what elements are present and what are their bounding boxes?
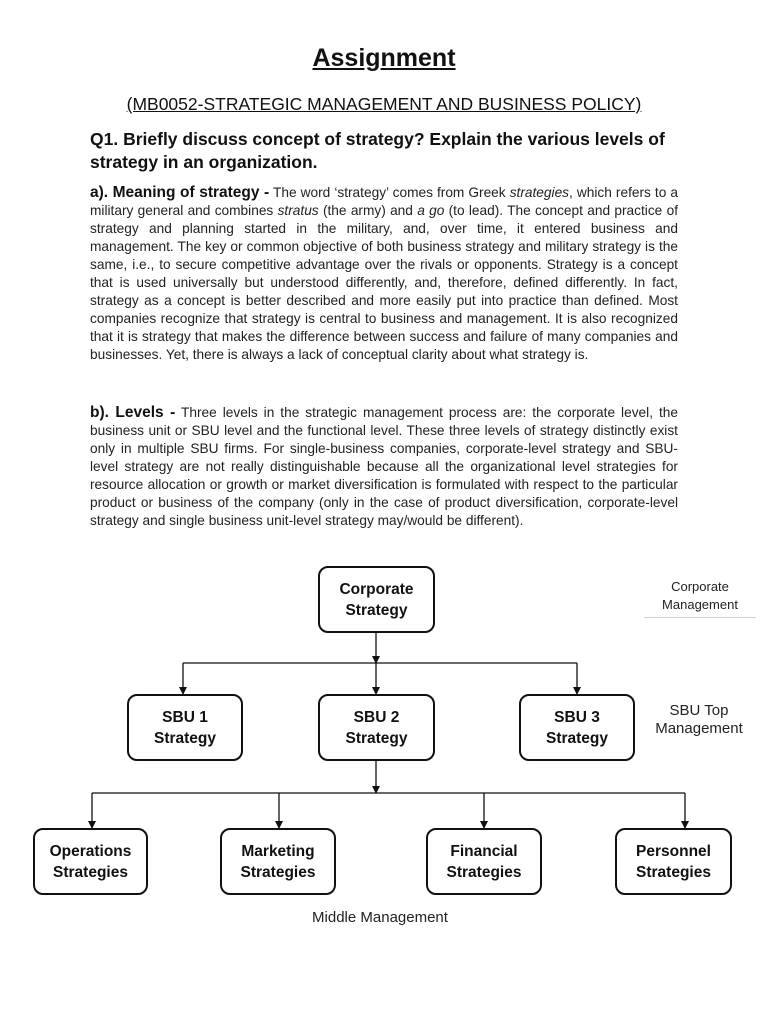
sbu-top-management-line-1: SBU Top <box>669 702 729 719</box>
paragraph-a-emphasis-2: stratus <box>277 203 319 218</box>
paragraph-a-text-2: , which refers to a military general and combines <box>90 185 678 218</box>
sbu-3-line-1: SBU 3 <box>554 708 600 726</box>
financial-line-2: Strategies <box>446 863 522 881</box>
corporate-box-line-1: Corporate <box>339 580 414 598</box>
sbu-3-line-2: Strategy <box>545 729 609 747</box>
corporate-management-label <box>644 578 756 618</box>
sbu-top-management-line-2: Management <box>655 720 743 737</box>
box-sbu-2-strategy <box>318 694 435 761</box>
box-sbu-3-strategy <box>519 694 635 761</box>
paragraph-b-text: Three levels in the strategic management process are: the corporate level, the business unit or SBU level and the functional level. These three levels of strategy distinctly exist only in multiple SBU firms. For single-business companies, corporate-level strategy and SBU-level strategy are not really distinguishable because all the organizational level strategies for resource allocation or growth or market diversification is formulated with respect to the particular product or business of the company (only in the case of product diversification, corporate-level strategy and single business unit-level strategy may/would be different). <box>90 405 678 528</box>
sbu-top-management-label <box>646 702 752 738</box>
question-heading: Q1. Briefly discuss concept of strategy? Explain the various levels of strategy in an organization. <box>90 129 665 172</box>
sbu-1-line-1: SBU 1 <box>162 708 208 726</box>
paragraph-a-lead: a). Meaning of strategy - <box>90 184 270 201</box>
paragraph-a-emphasis-3: a go <box>417 203 445 218</box>
box-corporate-strategy <box>318 566 435 633</box>
document-subtitle: (MB0052-STRATEGIC MANAGEMENT AND BUSINESS POLICY) <box>126 94 642 114</box>
paragraph-b-lead: b). Levels - <box>90 404 176 421</box>
financial-line-1: Financial <box>450 842 518 860</box>
personnel-line-1: Personnel <box>636 842 711 860</box>
middle-management-label: Middle Management <box>312 909 448 926</box>
sbu-1-line-2: Strategy <box>153 729 217 747</box>
corporate-management-line-2: Management <box>662 597 738 612</box>
paragraph-a-text-3: (the army) and <box>318 203 418 218</box>
personnel-line-2: Strategies <box>636 863 711 881</box>
box-sbu-1-strategy <box>127 694 243 761</box>
operations-line-1: Operations <box>49 842 132 860</box>
box-financial-strategies <box>426 828 542 895</box>
paragraph-a-text-1: The word ‘strategy’ comes from Greek <box>269 185 510 200</box>
marketing-line-2: Strategies <box>240 863 316 881</box>
marketing-line-1: Marketing <box>241 842 315 860</box>
corporate-box-line-2: Strategy <box>345 601 408 619</box>
box-personnel-strategies <box>615 828 732 895</box>
corporate-management-line-1: Corporate <box>671 579 729 594</box>
operations-line-2: Strategies <box>53 863 128 881</box>
box-operations-strategies <box>33 828 148 895</box>
box-marketing-strategies <box>220 828 336 895</box>
document-title: Assignment <box>312 44 456 72</box>
paragraph-a-text-4: (to lead). The concept and practice of strategy and planning started in the military, and, over time, it entered business and management. The key or common objective of both business strategy and military strategy is the same, i.e., to secure competitive advantage over the rivals or opponents. Strategy is a concept that is used universally but understood differently, and, therefore, defined differently. In fact, strategy as a concept is better described and more easily put into practice than defined. Most companies recognize that strategy is central to business and management. It is also recognized that it is strategy that makes the difference between success and failure of many companies and businesses. Yet, there is always a lack of conceptual clarity about what strategy is. <box>90 203 678 362</box>
paragraph-a-emphasis-1: strategies <box>509 185 570 200</box>
sbu-2-line-2: Strategy <box>345 729 408 747</box>
sbu-2-line-1: SBU 2 <box>353 708 400 726</box>
